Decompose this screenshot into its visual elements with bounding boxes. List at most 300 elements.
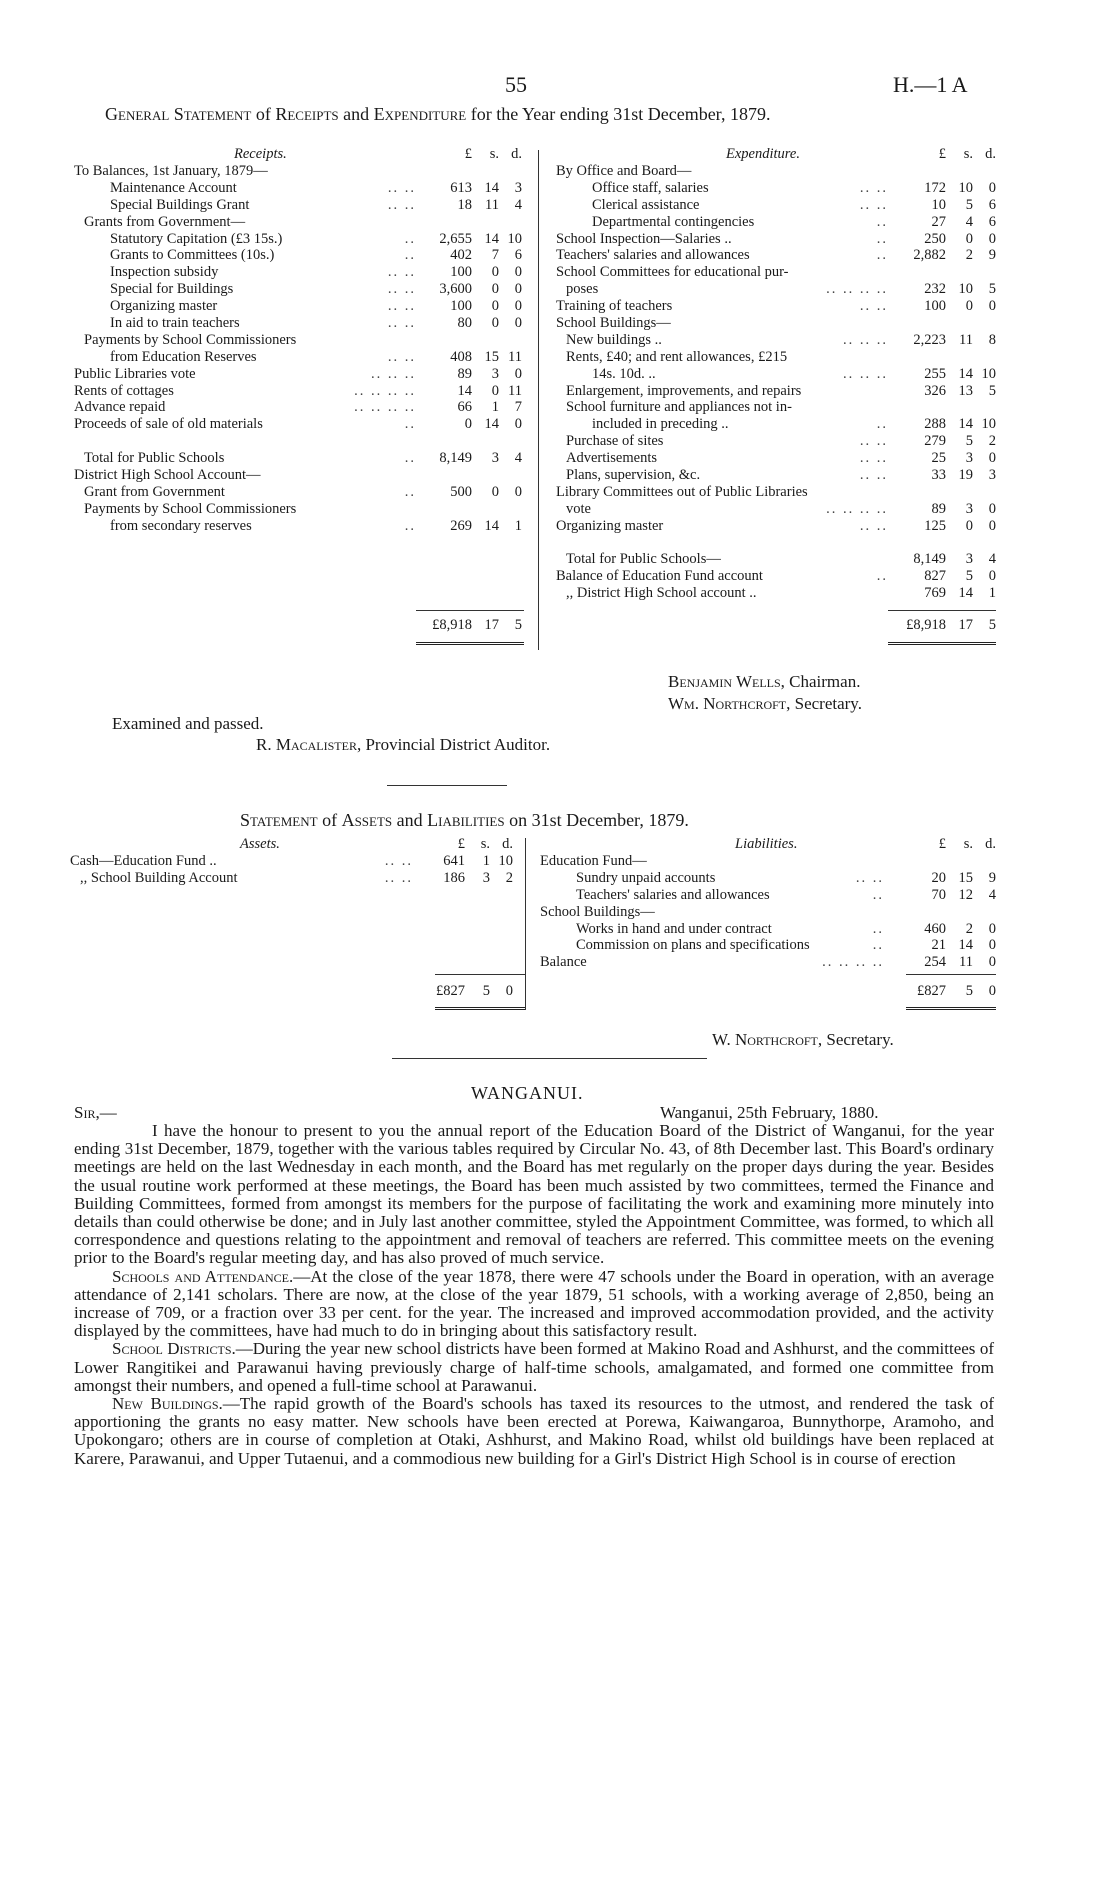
shillings-value: 3 [965,551,973,568]
pounds-value: 2,882 [913,247,946,264]
ledger-row [556,501,996,518]
leader-dots: .. [876,230,888,247]
shillings-value: 1 [482,853,490,869]
pence-value: 4 [514,196,522,213]
ledger-label: Sundry unpaid accounts [576,869,716,886]
pence-value: 0 [514,264,522,281]
shillings-value: 0 [491,264,499,281]
leader-dots: .. .. [859,450,888,467]
receipts-list [74,163,524,535]
liabilities-total-row [540,983,996,1000]
expenditure-total-row [556,617,996,634]
leader-dots: .. [876,213,888,230]
pence-value: 0 [988,937,996,954]
ledger-row [74,281,524,298]
leader-dots: .. .. [384,869,413,886]
assets-statement-title [240,810,689,831]
pence-value: 1 [514,517,522,534]
ledger-row [74,197,524,214]
total-double-rule [416,642,524,645]
ledger-label: Advance repaid [74,399,166,416]
secretary-role: , Secretary. [817,1030,894,1049]
ledger-label: School Buildings— [556,315,671,332]
pence-value: 6 [988,196,996,213]
pence-value: 10 [981,365,996,382]
assets-total-pence: 0 [505,983,513,999]
pence-value: 0 [988,230,996,247]
ledger-row [540,887,996,904]
shillings-value: 15 [958,869,973,886]
ledger-label: from Education Reserves [110,348,257,365]
shillings-value: 3 [965,450,973,467]
leader-dots: .. [404,450,416,467]
signature-secretary [668,694,862,714]
leader-dots: .. [404,247,416,264]
ledger-row [74,399,524,416]
ledger-row [556,281,996,298]
expenditure-total-pence: 5 [988,617,996,633]
ledger-label: Advertisements [566,450,658,467]
ledger-row [556,450,996,467]
pence-value: 0 [988,450,996,467]
ledger-row [556,585,996,602]
pence-value: 0 [514,315,522,332]
leader-dots: .. .. [387,298,416,315]
leader-dots: .. .. [387,264,416,281]
shillings-head: s. [480,836,490,852]
pounds-value: 89 [931,500,946,517]
ledger-row [556,197,996,214]
ledger-label: Library Committees out of Public Libraries [556,483,808,500]
pence-value: 10 [981,416,996,433]
ledger-label: ,, District High School account .. [566,585,757,602]
expenditure-list [556,163,996,602]
leader-dots: .. [876,416,888,433]
ledger-label: Maintenance Account [110,179,237,196]
shillings-value: 14 [958,585,973,602]
total-rule [435,974,525,975]
pounds-value: 402 [450,247,472,264]
pounds-value: 408 [450,348,472,365]
ledger-label: Proceeds of sale of old materials [74,416,263,433]
shillings-head: s. [489,146,499,162]
pence-value: 0 [514,365,522,382]
pounds-value: 827 [924,568,946,585]
pence-value: 5 [988,382,996,399]
pence-value: 1 [988,585,996,602]
leader-dots: .. .. .. .. [354,382,416,399]
paragraph-text: —During the year new school districts have been formed at Makino Road and Ashhurst, and the committees of Lower Rangitikei and Parawanui having previously charge of half-time schools, amalgamated, and formed one committee from amongst their numbers, and opened a full-time school at Parawanui. [74,1339,994,1395]
pounds-value: 100 [450,298,472,315]
auditor-role: , Provincial District Auditor. [356,735,551,754]
ledger-row [556,214,996,231]
pence-head: d. [511,146,522,162]
shillings-value: 14 [958,937,973,954]
ledger-row [556,298,996,315]
signature-role: , Chairman. [780,672,861,691]
signature-chairman [668,672,860,692]
ledger-row [540,904,996,921]
shillings-value: 14 [958,365,973,382]
ledger-label: Teachers' salaries and allowances [556,247,750,264]
ledger-label: Grant from Government [84,483,225,500]
ledger-label: School Committees for educational pur- [556,264,789,281]
title-part: of [255,104,271,124]
leader-dots: .. .. [855,869,884,886]
ledger-row [74,315,524,332]
leader-dots: .. .. [387,196,416,213]
title-part: General Statement [105,104,252,124]
shillings-value: 14 [958,416,973,433]
pence-value: 0 [514,298,522,315]
report-salutation: Sir,— [74,1103,117,1122]
leader-dots: .. .. [859,433,888,450]
liabilities-heading: Liabilities. [735,836,798,852]
pounds-value: 255 [924,365,946,382]
ledger-label: New buildings .. [566,331,662,348]
ledger-label: By Office and Board— [556,163,692,179]
assets-total-shillings: 5 [482,983,490,999]
ledger-label: Works in hand and under contract [576,920,772,937]
title-part: Assets [341,810,393,830]
leader-dots: .. .. .. .. [826,500,888,517]
shillings-value: 10 [958,179,973,196]
total-rule [888,610,996,611]
report-place-date: Wanganui, 25th February, 1880. [660,1103,879,1122]
leader-dots: .. .. .. .. [354,399,416,416]
receipts-heading: Receipts. [234,146,287,162]
ledger-row [556,332,996,349]
shillings-value: 14 [484,179,499,196]
ledger-label: Commission on plans and specifications [576,937,810,954]
shillings-value: 14 [484,230,499,247]
receipts-total-pence: 5 [514,617,522,633]
pounds-value: 18 [457,196,472,213]
report-paragraph [74,1340,994,1395]
ledger-row [556,399,996,416]
ledger-row [556,416,996,433]
assets-heading: Assets. [240,836,280,852]
section-divider [392,1058,707,1059]
page-code: H.—1 A [893,72,968,97]
pounds-value: 14 [457,382,472,399]
ledger-row [74,298,524,315]
liabilities-head-row [540,836,996,853]
shillings-value: 0 [491,483,499,500]
ledger-row [556,163,996,180]
ledger-label: poses [566,281,599,298]
leader-dots: .. .. [387,348,416,365]
ledger-label: Inspection subsidy [110,264,219,281]
pounds-value: 8,149 [439,450,472,467]
ledger-row [70,870,525,887]
total-rule [906,974,996,975]
leader-dots: .. .. [387,281,416,298]
ledger-row [556,366,996,383]
ledger-row [74,484,524,501]
ledger-row [74,433,524,450]
leader-dots: .. [404,483,416,500]
title-part: on 31st December, 1879. [509,810,689,830]
pounds-value: 254 [924,954,946,971]
shillings-value: 4 [965,213,973,230]
report-paragraph [74,1122,994,1268]
title-part: Statement [240,810,318,830]
total-rule [416,610,524,611]
shillings-value: 0 [965,298,973,315]
ledger-label: Enlargement, improvements, and repairs [566,382,802,399]
ledger-label: 14s. 10d. .. [592,365,656,382]
pence-head: d. [502,836,513,852]
ledger-row [556,180,996,197]
ledger-label: Office staff, salaries [592,179,709,196]
ledger-row [556,568,996,585]
examined-note: Examined and passed. [112,714,264,733]
ledger-row [74,264,524,281]
shillings-value: 11 [485,196,499,213]
title-part: Liabilities [427,810,505,830]
pounds-value: 269 [450,517,472,534]
pence-value: 7 [514,399,522,416]
leader-dots: .. .. .. .. [822,954,884,971]
ledger-row [556,264,996,281]
liabilities-total-pence: 0 [988,983,996,999]
pence-value: 0 [988,920,996,937]
pounds-value: 80 [457,315,472,332]
paragraph-lead: School Districts. [112,1339,236,1359]
paragraph-text: —The rapid growth of the Board's schools has taxed its resources to the utmost, and rendered the task of apportioning the grants no easy matter. New schools have been erected at Porewa, Kaiwangaroa, Bunnythorpe, Aramoho, and Upokongaro; others are in course of completion at Otaki, Ashhurst, and Makino Road, whilst old buildings have been replaced at Karere, Parawanui, and Upper Tutaenui, and a commodious new building for a Girl's District High School is in course of erection [74,1394,994,1468]
assets-total-pounds: £827 [436,983,465,999]
report-body [74,1122,994,1468]
ledger-label: Balance [540,954,587,971]
ledger-row [74,180,524,197]
ledger-label: Special for Buildings [110,281,234,298]
ledger-label: ,, School Building Account [80,869,238,886]
report-heading: WANGANUI. [471,1083,584,1103]
leader-dots: .. [872,920,884,937]
pounds-value: 2,223 [913,331,946,348]
pounds-value: 100 [450,264,472,281]
ledger-label: Balance of Education Fund account [556,568,763,585]
title-part: Expenditure [373,104,467,124]
shillings-value: 2 [965,920,973,937]
leader-dots: .. [876,568,888,585]
ledger-row [74,467,524,484]
section-divider [387,785,507,786]
shillings-value: 3 [965,500,973,517]
pence-value: 2 [505,869,513,886]
ledger-row [556,231,996,248]
ledger-label: In aid to train teachers [110,315,240,332]
ledger-row [74,231,524,248]
pounds-value: 326 [924,382,946,399]
title-part: and [343,104,370,124]
leader-dots: .. .. [387,315,416,332]
ledger-label: Organizing master [556,517,664,534]
ledger-label: from secondary reserves [110,517,252,534]
pounds-value: 500 [450,483,472,500]
leader-dots: .. .. [384,853,413,869]
ledger-row [556,349,996,366]
ledger-row [540,921,996,938]
leader-dots: .. .. .. [843,331,888,348]
shillings-value: 11 [959,331,973,348]
shillings-value: 12 [958,886,973,903]
total-double-rule [435,1007,525,1010]
pounds-value: 66 [457,399,472,416]
ledger-row [540,937,996,954]
pence-value: 8 [988,331,996,348]
pounds-value: 279 [924,433,946,450]
shillings-value: 5 [965,568,973,585]
shillings-value: 14 [484,517,499,534]
expenditure-heading: Expenditure. [726,146,800,162]
ledger-row [540,870,996,887]
ledger-label: Rents, £40; and rent allowances, £215 [566,348,788,365]
pounds-value: 288 [924,416,946,433]
pounds-value: 70 [931,886,946,903]
shillings-value: 3 [491,365,499,382]
receipts-total-row [74,617,524,634]
pence-value: 6 [514,247,522,264]
ledger-row [556,484,996,501]
ledger-label: Total for Public Schools [84,450,225,467]
ledger-row [540,853,996,870]
leader-dots: .. [872,937,884,954]
ledger-label: Special Buildings Grant [110,196,250,213]
pounds-value: 89 [457,365,472,382]
leader-dots: .. .. .. .. [826,281,888,298]
signature-role: , Secretary. [786,694,862,713]
leader-dots: .. [872,886,884,903]
leader-dots: .. .. [859,298,888,315]
ledger-row [556,518,996,535]
pence-value: 0 [988,179,996,196]
total-double-rule [906,1007,996,1010]
paragraph-lead: New Buildings. [112,1394,223,1414]
ledger-label: Rents of cottages [74,382,174,399]
pounds-value: 3,600 [439,281,472,298]
shillings-value: 10 [958,281,973,298]
pence-value: 0 [988,500,996,517]
shillings-value: 0 [965,230,973,247]
pounds-value: 172 [924,179,946,196]
pence-value: 9 [988,869,996,886]
ledger-label: Organizing master [110,298,218,315]
pounds-value: 20 [931,869,946,886]
pounds-head: £ [464,146,472,162]
assets-total-row [70,983,525,1000]
pence-value: 0 [514,483,522,500]
ledger-row [74,450,524,467]
pounds-value: 21 [931,937,946,954]
pounds-value: 27 [931,213,946,230]
pounds-head: £ [938,836,946,852]
ledger-label: Teachers' salaries and allowances [576,886,770,903]
pence-value: 0 [514,416,522,433]
shillings-value: 0 [491,382,499,399]
column-divider [525,838,526,1010]
pounds-value: 250 [924,230,946,247]
ledger-label: Grants to Committees (10s.) [110,247,275,264]
paragraph-lead: Schools and Attendance. [112,1266,294,1286]
auditor-name: R. Macalister [256,735,357,754]
receipts-head-row [74,146,524,163]
leader-dots: .. .. [859,517,888,534]
title-part: Receipts [275,104,339,124]
pence-value: 3 [514,179,522,196]
ledger-label: School Buildings— [540,903,655,920]
ledger-row [74,163,524,180]
shillings-value: 7 [491,247,499,264]
pence-value: 0 [988,517,996,534]
ledger-label: Education Fund— [540,853,647,869]
pounds-value: 25 [931,450,946,467]
pence-value: 4 [514,450,522,467]
pence-value: 0 [988,568,996,585]
ledger-row [556,433,996,450]
auditor-signature [256,735,550,755]
liabilities-list [540,853,996,971]
ledger-row [74,383,524,400]
pence-value: 11 [508,382,522,399]
ledger-label: Public Libraries vote [74,365,196,382]
shillings-value: 3 [482,869,490,886]
ledger-label: School furniture and appliances not in- [566,399,792,416]
ledger-label: vote [566,500,591,517]
pence-value: 0 [988,954,996,971]
receipts-total-shillings: 17 [484,617,499,633]
pounds-value: 8,149 [913,551,946,568]
ledger-row [70,853,525,870]
pence-head: d. [985,146,996,162]
receipts-statement-title [105,104,770,125]
pounds-value: 769 [924,585,946,602]
leader-dots: .. [404,517,416,534]
liabilities-total-pounds: £827 [917,983,946,999]
pounds-head: £ [938,146,946,162]
leader-dots: .. .. .. [371,365,416,382]
pounds-head: £ [457,836,465,852]
pence-head: d. [985,836,996,852]
pence-value: 5 [988,281,996,298]
ledger-label: Purchase of sites [566,433,664,450]
page-number: 55 [505,72,527,97]
signature-name: Benjamin Wells [668,672,781,691]
ledger-label: Departmental contingencies [592,213,755,230]
ledger-row [556,467,996,484]
pounds-value: 125 [924,517,946,534]
ledger-row [74,366,524,383]
pounds-value: 232 [924,281,946,298]
title-part: for the Year ending 31st December, 1879. [470,104,771,124]
pence-value: 10 [507,230,522,247]
leader-dots: .. .. [859,196,888,213]
report-paragraph [74,1268,994,1341]
shillings-head: s. [963,146,973,162]
ledger-row [74,332,524,349]
pounds-value: 613 [450,179,472,196]
column-divider [538,150,539,650]
pence-value: 11 [508,348,522,365]
leader-dots: .. [404,416,416,433]
ledger-label: Payments by School Commissioners [84,331,297,348]
secretary-signature [712,1030,894,1050]
ledger-label: Cash—Education Fund .. [70,853,217,869]
paragraph-text: —At the close of the year 1878, there were 47 schools under the Board in operation, with an average attendance of 2,141 scholars. There are now, at the close of the year 1879, 51 schools, with a working average of 2,850, being an increase of 709, or a fraction over 33 per cent. for the year. The increased and improved accommodation provided, and the activity displayed by the committees, have had much to do in bringing about this satisfactory result. [74,1266,995,1341]
shillings-value: 1 [491,399,499,416]
ledger-label: included in preceding .. [592,416,729,433]
